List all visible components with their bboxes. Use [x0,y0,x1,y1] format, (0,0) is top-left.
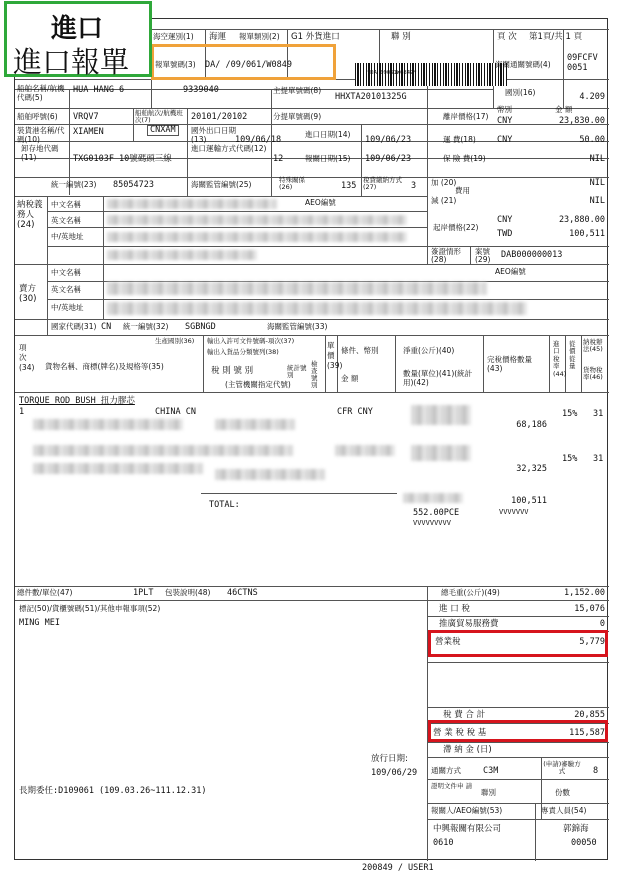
remarks-value: MING MEI [19,618,60,628]
fob-value: 23,830.00 [558,116,605,126]
import-rate-label: 進口稅率(44) [553,340,567,378]
serial-label: 聯 別 [391,32,411,42]
sub-label: 減 (21) [431,196,457,205]
uniform-no-value: 85054723 [113,180,154,190]
taxpayer-en-name-label: 英文名稱 [51,216,81,225]
master-bl-value: HHXTA20101325G [335,92,407,102]
cif-label: 起岸價格(22) [433,223,479,232]
seller-country: CN [101,322,112,332]
tax-method-label: 稅費繳納方式(27) [363,176,402,192]
amount-label: 金 額 [341,374,359,383]
business-tax-label: 營業稅 [435,637,461,647]
item-2-dutiable: 32,325 [516,464,547,474]
apply-value: 8 [593,766,599,776]
item-2-rate: 15% [562,454,578,464]
permit-label: 輸出入許可文件號碼-項次(37) [207,337,295,345]
redacted-item-1-tariff [215,419,295,430]
packaging-label: 包裝說明(48) [165,588,211,597]
taxpayer-aeo-label: AEO編號 [305,198,336,207]
seller-address-label: 中/英地址 [51,303,84,312]
redacted-item-2-desc [33,445,293,456]
late-fee-label: 滯 納 金 (日) [443,745,492,755]
vessel-number: 9339040 [183,85,219,95]
tax-base-highlight [428,720,608,742]
freight-label: 運 費(18) [443,135,476,144]
tax-method-col-label: 納稅辦法(45) [583,338,603,354]
redacted-taxpayer-address [107,232,407,242]
customs-code-label: 海關監管編號(25) [191,180,252,189]
taxpayer-label: 納稅義務人(24) [17,200,43,230]
official-name: 郭錦海 [563,824,589,834]
redacted-item-2-tariff [215,469,325,480]
redacted-taxpayer-extra [107,250,257,260]
dutiable-label: 完稅價格數量(43) [487,355,532,373]
liaison-label: 聯別 [481,788,496,797]
total-tax-value: 20,855 [574,710,605,720]
decl-no-value: DA/ /09/061/W0849 [205,60,292,70]
insurance-value: NIL [589,154,605,164]
page-label: 頁 次 [497,32,517,42]
broker-label: 報關人/AEO編號(53) [431,806,503,815]
fob-label: 離岸價格(17) [443,112,489,121]
uniform-no-label: 統一編號(23) [51,180,97,189]
release-date: 109/06/29 [371,768,418,778]
decl-date: 109/06/23 [365,154,412,164]
business-tax-highlight [428,630,608,657]
document-title-box [4,1,152,77]
seller-label: 賣方(30) [19,284,37,304]
house-bl-label: 分提單號碼(9) [273,112,322,121]
item-2-method: 31 [593,454,604,464]
add-label: 加 (20) [431,178,457,187]
business-tax-value: 5,779 [579,637,605,647]
official-label: 專責人員(54) [541,806,587,815]
goods-desc-label: 貨物名稱、商標(牌名)及規格等(35) [45,362,164,371]
case-value: DAB000000013 [501,250,563,260]
exchange-rate: 4.209 [579,92,605,102]
voyage-value: 20101/20102 [191,112,248,122]
fob-currency-label: 幣別 [497,105,512,114]
transport-value: 12 [273,154,284,164]
total-label: TOTAL: [209,500,240,510]
tariff-label: 稅 則 號 別 [211,366,254,376]
cif-currency-2: TWD [497,229,513,239]
import-duty-value: 15,076 [574,604,605,614]
total-marks-1: VVVVVVVVV [413,519,451,527]
seller-en-name-label: 英文名稱 [51,285,81,294]
redacted-item-1-weight [411,405,471,425]
user-footer: 200849 / USER1 [362,863,434,873]
loading-port: XIAMEN [73,127,104,137]
redacted-item-2-weight [411,445,471,461]
category-label: 輸出入貨品分類號列(38) [207,348,279,356]
tax-method-value: 3 [411,181,417,191]
total-quantity: 552.00PCE [413,508,460,518]
stat-label: 統計號別 [287,364,307,380]
packaging-value: 46CTNS [227,588,258,598]
item-number-label: 項 次(34) [19,343,35,372]
special-relation-value: 135 [341,181,357,191]
decl-no-label: 報單號碼(3) [155,60,196,69]
gross-weight-value: 1,152.00 [564,588,605,598]
redacted-total-weight [403,493,463,503]
sub-value: NIL [589,196,605,206]
clearance-value: C3M [483,766,499,776]
cif-currency-1: CNY [497,215,513,225]
item-1-terms: CFR CNY [337,407,373,417]
page-value: 第1頁/共 1 頁 [529,32,583,42]
import-date-label: 進口日期(14) [305,130,351,139]
vessel-name: HUA HANG 6 [73,85,125,95]
master-bl-label: 主提單號碼(8) [273,86,322,95]
loading-port-code: CNXAM [147,125,179,136]
sea-air-label: 海空運別(1) [153,32,194,41]
check-label: 檢查號別 [311,360,318,390]
seller-uniform: SGBNGD [185,322,216,332]
item-1-method: 31 [593,409,604,419]
net-weight-label: 淨重(公斤)(40) [403,346,455,355]
freight-value: 50.00 [579,135,605,145]
business-tax-base-label: 營 業 稅 稅 基 [433,728,487,738]
tax-rate-type-label: 從價從量 [569,340,576,371]
sea-air-value: 海運 [209,32,227,42]
add-value: NIL [589,178,605,188]
broker-name: 中興報關有限公司 [433,824,502,834]
apply-label: (申請)審驗方式 [543,760,581,776]
decl-type-label: 報單類別(2) [239,32,280,41]
fob-currency: CNY [497,116,513,126]
redacted-seller-address [107,302,527,315]
vessel-name-label: 船舶名稱/航機代碼(5) [17,84,65,102]
terms-currency-label: 條件、幣別 [341,346,379,355]
seller-country-label: 國家代碼(31) [51,322,97,331]
decl-no-highlight [151,44,336,80]
fob-amount-label: 金 額 [555,105,573,114]
redacted-item-2-spec [33,463,203,474]
visa-label: 簽證情形(28) [431,247,461,265]
seller-customs-code-label: 海關監管編號(33) [267,322,328,331]
case-label: 案號(29) [475,247,491,265]
seller-cn-name-label: 中文名稱 [51,268,81,277]
special-relation-label: 特殊關係(26) [279,176,305,192]
item-1-rate: 15% [562,409,578,419]
clearance-label: 通關方式 [431,766,461,775]
loading-port-label: 裝貨港名稱/代碼(10) [17,126,65,144]
official-code: 00050 [571,838,597,848]
seller-aeo-label: AEO編號 [495,267,526,276]
redacted-item-1 [33,419,183,430]
item-1-desc: TORQUE ROD BUSH 扭力膠芯 [19,396,135,406]
cif-value-1: 23,880.00 [558,215,605,225]
export-date: 109/06/18 [235,135,282,145]
redacted-taxpayer-en [107,215,407,225]
import-duty-label: 進 口 稅 [439,604,470,614]
decl-date-label: 報關日期(15) [305,154,351,163]
customs-ref-value: 09FCFV 0051 [567,53,598,74]
freight-currency: CNY [497,135,513,145]
export-date-label: 國外出口日期(13) [191,126,236,144]
remarks-label: 標記(50)/貨櫃號碼(51)/其他申報事項(52) [19,604,161,613]
packages-value: 1PLT [133,588,154,598]
broker-code: 0610 [433,838,454,848]
total-marks-2: VVVVVVV [499,508,529,516]
item-1-no: 1 [19,407,25,417]
decl-type-value: G1 外貨進口 [291,32,340,42]
item-1-origin: CHINA CN [155,407,196,417]
document-title-line1: 進口 [51,14,104,44]
goods-tax-rate-label: 貨物稅率(46) [583,366,603,382]
business-tax-base-value: 115,587 [569,728,605,738]
taxpayer-cn-name-label: 中文名稱 [51,200,81,209]
fee-label: 費用 [455,186,470,195]
origin-label: 生產國別(36) [155,337,195,345]
document-title-line2: 進口報單 [13,45,130,79]
transport-label: 進口運輸方式代碼(12) [191,144,267,153]
trade-fee-value: 0 [599,619,605,629]
import-date: 109/06/23 [365,135,412,145]
total-tax-label: 稅 費 合 計 [443,710,486,720]
customs-ref-label: 海關通關號碼(4) [495,60,551,69]
gross-weight-label: 總毛重(公斤)(49) [441,588,500,597]
callsign-value: VRQV7 [73,112,99,122]
release-date-label: 放行日期: [371,754,408,764]
item-1-dutiable: 68,186 [516,420,547,430]
packages-label: 總件數/單位(47) [17,588,73,597]
redacted-item-2-terms [335,445,395,456]
storage-value: TXG0103F 10號碼頭三線 [73,154,172,164]
insurance-label: 保 險 費(19) [443,154,486,163]
redacted-taxpayer-cn [107,199,277,209]
barcode-text: *DA 09061W0849* [367,70,417,76]
cif-value-2: 100,511 [569,229,605,239]
proof-label: 證明文件申 請 [431,782,473,790]
long-term-commission: 長期委任:D109061 (109.03.26~111.12.31) [19,786,207,796]
quantity-label: 數量(單位)(41)(統計用)(42) [403,369,473,387]
unit-price-label: 單價(39) [327,341,343,370]
seller-uniform-label: 統一編號(32) [123,322,169,331]
callsign-label: 船舶呼號(6) [17,112,58,121]
trade-fee-label: 推廣貿易服務費 [439,619,499,629]
taxpayer-address-label: 中/英地址 [51,232,84,241]
designation-label: (主管機關指定代號) [225,380,291,389]
country-code-label: 國別(16) [505,88,536,97]
voyage-label: 船舶航次/航機班次(7) [135,109,183,125]
storage-label: 卸存地代碼(11) [21,144,59,162]
redacted-seller-en [107,282,487,295]
copies-label: 份數 [555,788,570,797]
total-value: 100,511 [511,496,547,506]
